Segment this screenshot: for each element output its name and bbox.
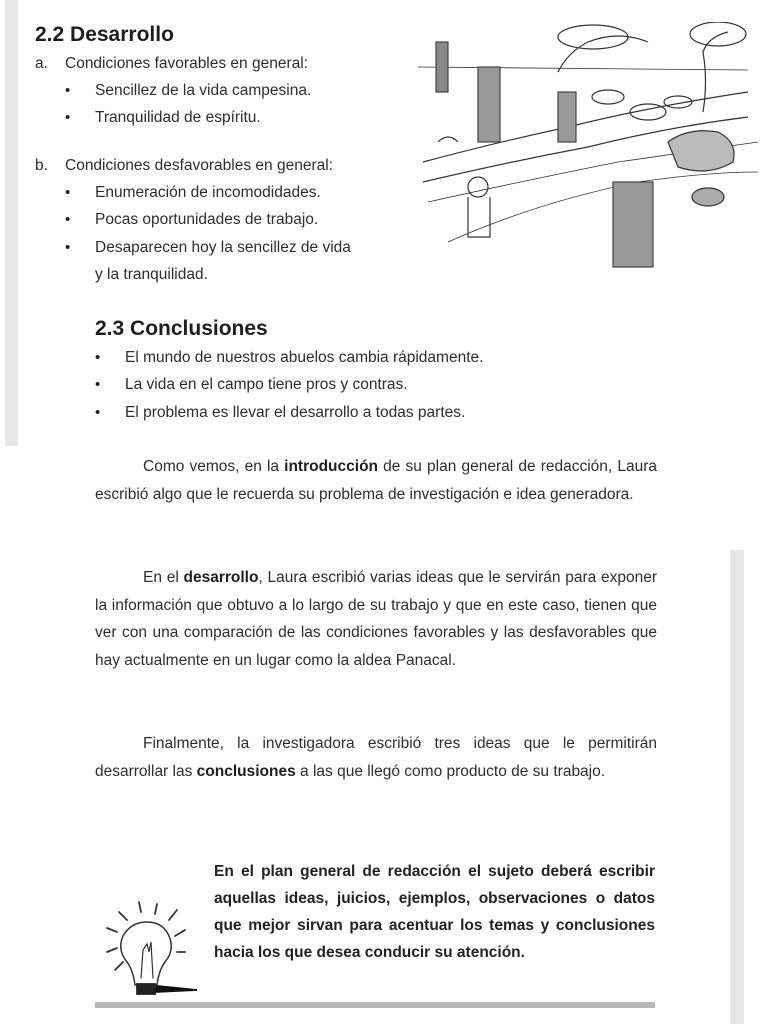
right-margin-bar — [730, 550, 744, 1024]
list-item: Pocas oportunidades de trabajo. — [95, 211, 319, 228]
paragraph-text: Finalmente, la investigadora escribió tres ideas que le permitirán desarrollar las — [95, 735, 657, 780]
bold-term: introducción — [284, 458, 379, 475]
bold-term: desarrollo — [183, 569, 259, 586]
paragraph-text: , Laura escribió varias ideas que le servirán para exponer la información que obtuvo a lo largo de su trabajo y que en este caso, tienen que ver con una comparación de las condiciones favorables y las desfavorables que hay actualmente en un lugar como la aldea Panacal. — [95, 569, 658, 669]
list-label-favorables: Condiciones favorables en general: — [65, 55, 308, 72]
bullet-icon: • — [95, 349, 101, 366]
paragraph-conclusiones — [95, 730, 657, 785]
list-marker-b: b. — [35, 157, 48, 174]
list-label-desfavorables: Condiciones desfavorables en general: — [65, 157, 333, 174]
paragraph-text: de su plan general de redacción, Laura escribió algo que le recuerda su problema de investigación e idea generadora. — [95, 458, 657, 503]
list-item: La vida en el campo tiene pros y contras. — [125, 376, 408, 393]
list-item: Tranquilidad de espíritu. — [95, 109, 261, 126]
left-margin-bar — [5, 0, 18, 446]
list-item: El problema es llevar el desarrollo a todas partes. — [125, 404, 466, 421]
list-marker-a: a. — [35, 55, 48, 72]
paragraph-text: a las que llegó como producto de su trabajo. — [295, 762, 606, 780]
section-heading-conclusiones: 2.3 Conclusiones — [95, 317, 268, 340]
list-item: Desaparecen hoy la sencillez de vida — [95, 239, 351, 256]
bullet-icon: • — [95, 376, 101, 393]
bullet-icon: • — [65, 239, 71, 256]
paragraph-text: Como vemos, en la — [143, 458, 285, 475]
list-item-continuation: y la tranquilidad. — [95, 266, 208, 283]
river-scene-illustration — [418, 22, 768, 284]
figure — [613, 182, 653, 267]
list-item: El mundo de nuestros abuelos cambia rápidamente. — [125, 349, 484, 366]
bullet-icon: • — [65, 184, 71, 201]
bullet-icon: • — [65, 109, 71, 126]
figure — [436, 42, 448, 92]
bullet-icon: • — [65, 211, 71, 228]
list-item: Sencillez de la vida campesina. — [95, 82, 312, 99]
paragraph-introduccion — [95, 453, 657, 508]
list-item: Enumeración de incomodidades. — [95, 184, 321, 201]
figure — [478, 67, 500, 142]
section-heading-desarrollo: 2.2 Desarrollo — [35, 23, 174, 46]
figure — [558, 92, 576, 142]
bullet-icon: • — [95, 404, 101, 421]
bold-term: conclusiones — [196, 762, 296, 780]
tip-note-text: En el plan general de redacción el sujeto deberá escribir aquellas ideas, juicios, ejemplos, observaciones o datos que mejor sirvan para acentuar los temas y conclusiones hacia los que desea conducir su atención. — [214, 863, 655, 961]
lightbulb-icon — [105, 900, 200, 1000]
bullet-icon: • — [65, 82, 71, 99]
bottom-rule — [95, 1002, 655, 1008]
paragraph-desarrollo — [95, 564, 657, 674]
paragraph-text: En el — [143, 569, 184, 586]
